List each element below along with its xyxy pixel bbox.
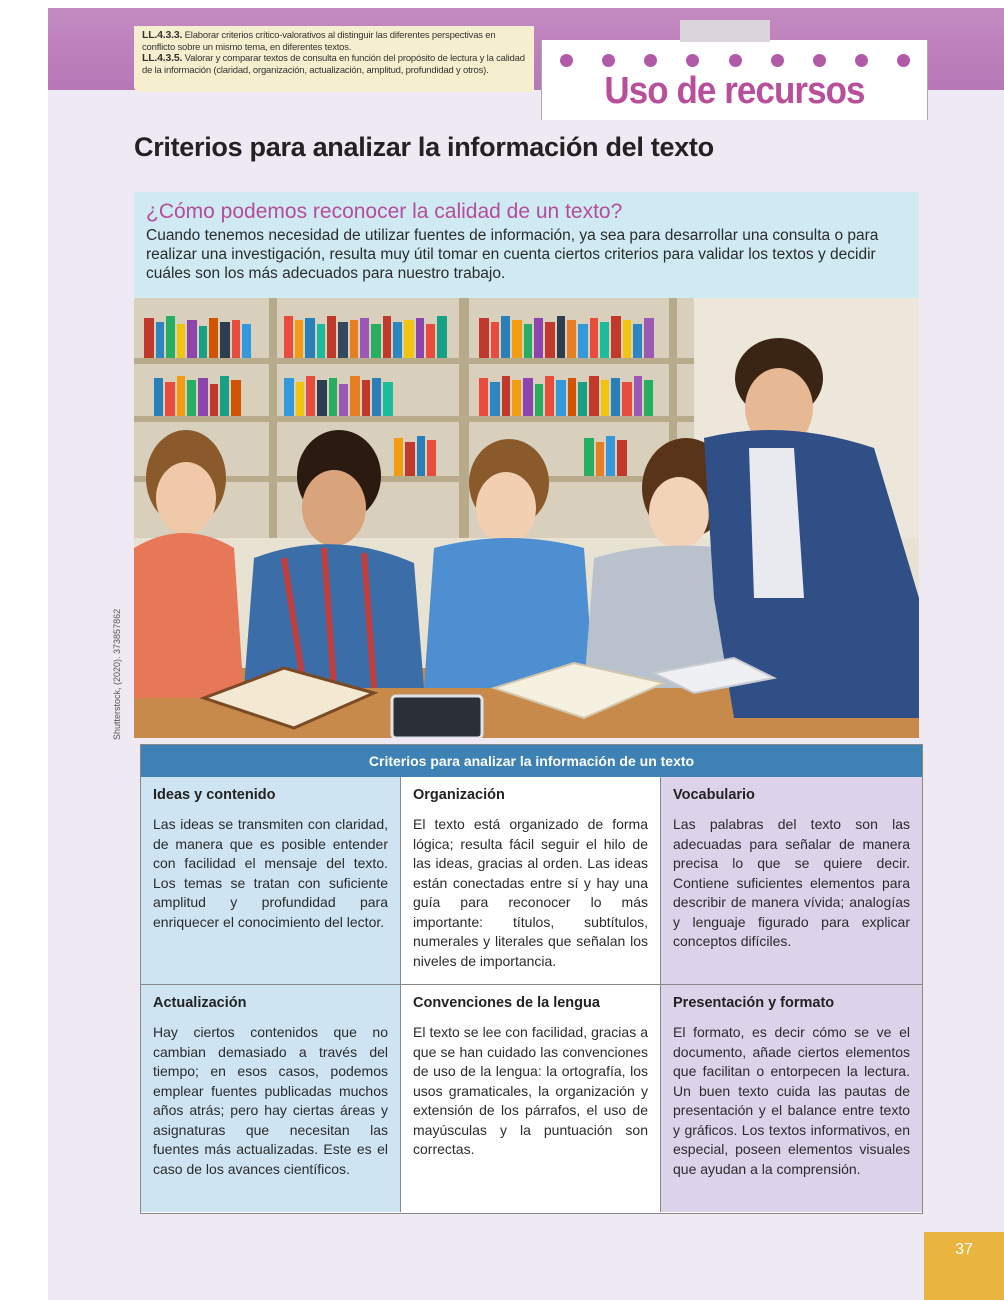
cell-text: El formato, es decir cómo se ve el documento, añade ciertos elementos que facilitan o entorpecen la lectura. Un buen texto cuida las pautas de presentación y el balance entre texto y gráficos. Los textos informativos, en especial, poseen elementos visuales que ayudan a la comprensión. <box>673 1024 910 1177</box>
cell-heading: Convenciones de la lengua <box>413 995 600 1011</box>
objective-text: Valorar y comparar textos de consulta en función del propósito de lectura y la calidad de la información (claridad, organización, actualización, amplitud, profundidad y otros). <box>142 53 525 76</box>
cell-heading: Ideas y contenido <box>153 787 276 803</box>
dot-icon <box>813 54 826 67</box>
objective-1 <box>142 30 526 53</box>
dots-decoration <box>560 54 910 67</box>
dot-icon <box>560 54 573 67</box>
dot-icon <box>855 54 868 67</box>
intro-question: ¿Cómo podemos reconocer la calidad de un texto? <box>146 200 623 223</box>
cell-text: Hay ciertos contenidos que no cambian demasiado a través del tiempo; en esos casos, podemos emplear fuentes publicadas muchos años atrás; pero hay ciertas áreas y asignaturas que necesitan las fuentes más actualizadas. Este es el caso de los avances científicos. <box>153 1024 388 1177</box>
photo-credit: Shutterstock, (2020). 373857862 <box>112 608 122 740</box>
dot-icon <box>771 54 784 67</box>
dot-icon <box>729 54 742 67</box>
dot-icon <box>602 54 615 67</box>
table-title: Criterios para analizar la información de un texto <box>141 745 922 777</box>
criteria-cell-presentacion <box>661 985 922 1212</box>
cell-text: El texto se lee con facilidad, gracias a que se han cuidado las convenciones de uso de la lengua: la ortografía, los usos gramaticales, la organización y extensión de los párrafos, el uso de mayúsculas y la puntuación son correctas. <box>413 1024 648 1157</box>
section-label: Uso de recursos <box>604 70 865 112</box>
criteria-cell-ideas <box>141 777 401 985</box>
library-students-photo <box>134 298 919 738</box>
intro-box <box>134 192 919 300</box>
cell-text: Las ideas se transmiten con claridad, de manera que es posible entender con facilidad el mensaje del texto. Los temas se tratan con suficiente amplitud y profundidad para enriquecer el conocimiento del lector. <box>153 816 388 930</box>
learning-objectives <box>134 26 534 92</box>
tape-decoration <box>680 20 770 42</box>
criteria-table <box>140 744 923 1214</box>
cell-heading: Organización <box>413 787 505 803</box>
cell-heading: Presentación y formato <box>673 995 835 1011</box>
objective-text: Elaborar criterios crítico-valorativos al distinguir las diferentes perspectivas en conflicto sobre un mismo tema, en diferentes textos. <box>142 30 496 53</box>
page-number: 37 <box>924 1232 1004 1300</box>
section-label-box <box>541 40 928 120</box>
objective-2 <box>142 53 526 76</box>
objective-code: LL.4.3.3. <box>142 29 183 41</box>
cell-text: Las palabras del texto son las adecuadas para señalar de manera precisa lo que se quiere decir. Contiene suficientes elementos para describir de manera vívida; analogías y lenguaje figurado para explicar conceptos difíciles. <box>673 816 910 949</box>
page-title: Criterios para analizar la información del texto <box>134 132 714 162</box>
criteria-cell-convenciones <box>401 985 661 1212</box>
criteria-cell-vocabulario <box>661 777 922 985</box>
criteria-cell-actualizacion <box>141 985 401 1212</box>
dot-icon <box>686 54 699 67</box>
dot-icon <box>644 54 657 67</box>
criteria-cell-organizacion <box>401 777 661 985</box>
dot-icon <box>897 54 910 67</box>
objective-code: LL.4.3.5. <box>142 52 183 64</box>
cell-heading: Vocabulario <box>673 787 755 803</box>
cell-heading: Actualización <box>153 995 247 1011</box>
photo-illustration <box>134 298 919 738</box>
intro-paragraph: Cuando tenemos necesidad de utilizar fuentes de información, ya sea para desarrollar una consulta o para realizar una investigación, resulta muy útil tomar en cuenta ciertos criterios para validar los textos y decidir cuáles son los más adecuados para nuestro trabajo. <box>146 227 879 282</box>
cell-text: El texto está organizado de forma lógica; resulta fácil seguir el hilo de las ideas, gracias al orden. Las ideas están conectadas entre sí y hay una guía para reconocer lo más importante: títulos, subtítulos, numerales y literales que señalan los niveles de importancia. <box>413 816 648 969</box>
